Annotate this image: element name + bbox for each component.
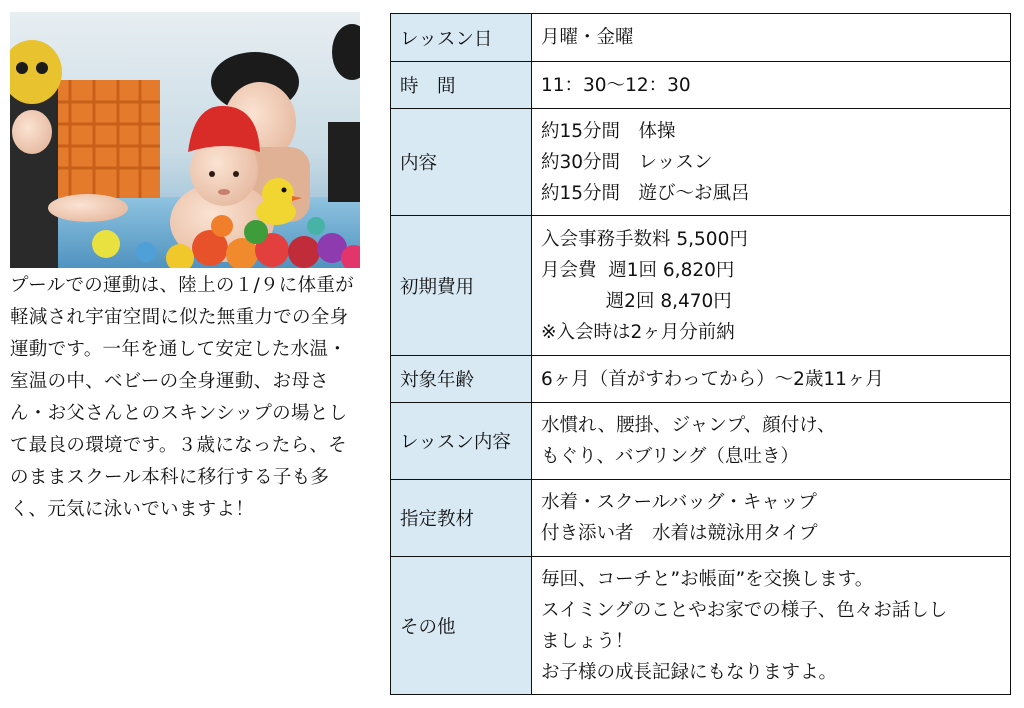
row-label: 時 間 — [391, 62, 532, 109]
table-row-content — [391, 109, 1011, 216]
row-value-line: 水慣れ、腰掛、ジャンプ、顔付け、 — [541, 415, 836, 436]
table-row-other — [391, 557, 1011, 695]
row-value-line: 11：30〜12：30 — [541, 74, 691, 96]
row-value-line: 付き添い者 水着は競泳用タイプ — [541, 523, 818, 544]
row-value-line: 毎回、コーチと”お帳面”を交換します。 — [541, 568, 874, 590]
row-value-line: ましょう！ — [541, 630, 634, 652]
row-value-line: 月会費 週1回 6,820円 — [541, 259, 735, 281]
row-value — [532, 216, 1011, 356]
lesson-info-table — [390, 13, 1011, 695]
row-value-line: ※入会時は2ヶ月分前納 — [541, 321, 735, 343]
table-row-initial-fee — [391, 216, 1011, 356]
row-value — [532, 356, 1011, 403]
row-label: その他 — [391, 557, 532, 695]
row-label: レッスン内容 — [391, 403, 532, 480]
row-value-line: 入会事務手数料 5,500円 — [541, 228, 748, 250]
row-value-line: 水着・スクールバッグ・キャップ — [541, 492, 817, 513]
left-column — [10, 12, 360, 526]
table-row-time — [391, 62, 1011, 109]
row-label: 初期費用 — [391, 216, 532, 356]
baby-swimming-photo — [10, 12, 360, 268]
row-value-line: お子様の成長記録にもなりますよ。 — [541, 661, 838, 683]
row-label: 対象年齢 — [391, 356, 532, 403]
table-row-lesson-day — [391, 14, 1011, 62]
row-value-line: スイミングのことやお家での様子、色々お話しし — [541, 599, 948, 621]
row-value-line: 約30分間 レッスン — [541, 151, 713, 173]
row-label: 指定教材 — [391, 480, 532, 557]
table-row-materials — [391, 480, 1011, 557]
row-label: 内容 — [391, 109, 532, 216]
description-text: プールでの運動は、陸上の１/９に体重が軽減され宇宙空間に似た無重力での全身運動です。一年を通して安定した水温・室温の中、ベビーの全身運動、お母さん・お父さんとのスキンシップの場として最良の環境です。３歳になったら、そのままスクール本科に移行する子も多く、元気に泳いでいますよ！ — [10, 275, 355, 520]
row-value — [532, 14, 1011, 62]
row-value — [532, 480, 1011, 557]
row-value-line: 約15分間 体操 — [541, 120, 676, 142]
table-row-lesson-content — [391, 403, 1011, 480]
row-value-line: 月曜・金曜 — [541, 27, 634, 48]
row-label: レッスン日 — [391, 14, 532, 62]
row-value — [532, 557, 1011, 695]
row-value-line: 週2回 8,470円 — [541, 290, 732, 312]
row-value-line: もぐり、バブリング（息吐き） — [541, 446, 799, 467]
row-value — [532, 109, 1011, 216]
row-value — [532, 62, 1011, 109]
row-value — [532, 403, 1011, 480]
table-row-target-age — [391, 356, 1011, 403]
row-value-line: 約15分間 遊び〜お風呂 — [541, 182, 750, 204]
row-value-line: 6ヶ月（首がすわってから）〜2歳11ヶ月 — [541, 368, 884, 390]
